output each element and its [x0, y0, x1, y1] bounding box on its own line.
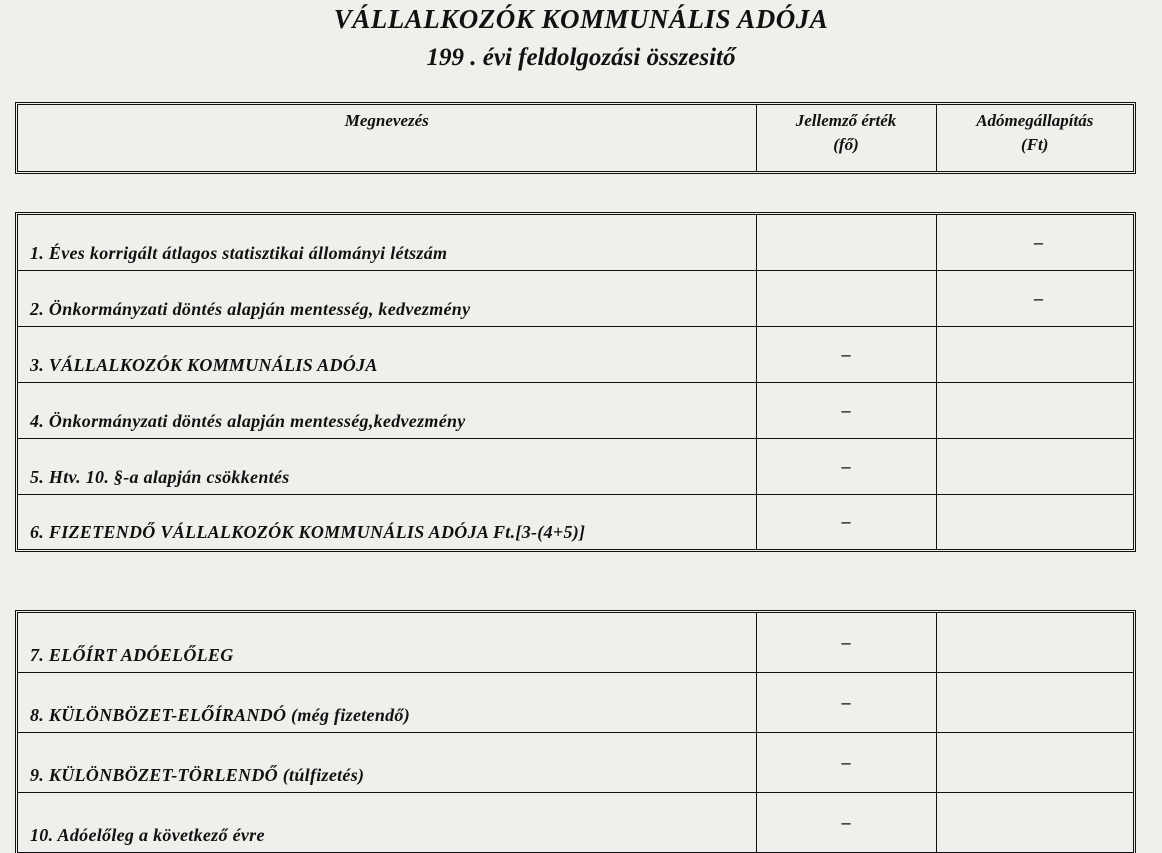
page-subtitle: 199 . évi feldolgozási összesitő [426, 44, 736, 71]
table-row [18, 326, 1133, 382]
row-value-cell: – [756, 792, 936, 852]
row-tax-cell [936, 672, 1133, 732]
row-value-cell: – [756, 438, 936, 494]
row-tax-cell: – [936, 215, 1133, 270]
row-tax-cell [936, 613, 1133, 672]
row-value-cell: – [756, 613, 936, 672]
header-value-cell [756, 105, 936, 171]
header-tax-unit: (Ft) [1021, 135, 1049, 154]
row-tax-cell [936, 792, 1133, 852]
row-value-cell: – [756, 382, 936, 438]
table-row [18, 732, 1133, 792]
section1-table [15, 212, 1136, 552]
header-name-label: Megnevezés [344, 111, 429, 130]
row-label: 4. Önkormányzati döntés alapján mentesség,kedvezmény [18, 382, 756, 438]
header-value-label: Jellemző érték [795, 111, 897, 130]
table-row [18, 613, 1133, 672]
section2-table [15, 610, 1136, 853]
row-label: 3. VÁLLALKOZÓK KOMMUNÁLIS ADÓJA [18, 326, 756, 382]
table-row [18, 215, 1133, 270]
table-row [18, 438, 1133, 494]
row-tax-cell [936, 732, 1133, 792]
row-label: 10. Adóelőleg a következő évre [18, 792, 756, 852]
row-value-cell [756, 270, 936, 326]
header-tax-label: Adómegállapítás [976, 111, 1094, 130]
row-label: 2. Önkormányzati döntés alapján mentesség, kedvezmény [18, 270, 756, 326]
table-row [18, 672, 1133, 732]
row-label: 6. FIZETENDŐ VÁLLALKOZÓK KOMMUNÁLIS ADÓJA Ft.[3-(4+5)] [18, 494, 756, 549]
row-tax-cell [936, 494, 1133, 549]
header-value-unit: (fő) [833, 135, 859, 154]
page-title: VÁLLALKOZÓK KOMMUNÁLIS ADÓJA [333, 4, 829, 34]
row-tax-cell [936, 438, 1133, 494]
header-tax-cell [936, 105, 1133, 171]
row-label: 7. ELŐÍRT ADÓELŐLEG [18, 613, 756, 672]
row-value-cell: – [756, 494, 936, 549]
row-label: 9. KÜLÖNBÖZET-TÖRLENDŐ (túlfizetés) [18, 732, 756, 792]
row-tax-cell [936, 382, 1133, 438]
row-tax-cell: – [936, 270, 1133, 326]
row-value-cell [756, 215, 936, 270]
row-value-cell: – [756, 326, 936, 382]
table-row [18, 494, 1133, 549]
row-label: 5. Htv. 10. §-a alapján csökkentés [18, 438, 756, 494]
row-value-cell: – [756, 672, 936, 732]
row-tax-cell [936, 326, 1133, 382]
row-label: 1. Éves korrigált átlagos statisztikai állományi létszám [18, 215, 756, 270]
column-header-table [15, 102, 1136, 174]
table-row [18, 792, 1133, 852]
row-value-cell: – [756, 732, 936, 792]
row-label: 8. KÜLÖNBÖZET-ELŐÍRANDÓ (még fizetendő) [18, 672, 756, 732]
header-name-cell [18, 105, 756, 171]
table-row [18, 270, 1133, 326]
table-row [18, 382, 1133, 438]
